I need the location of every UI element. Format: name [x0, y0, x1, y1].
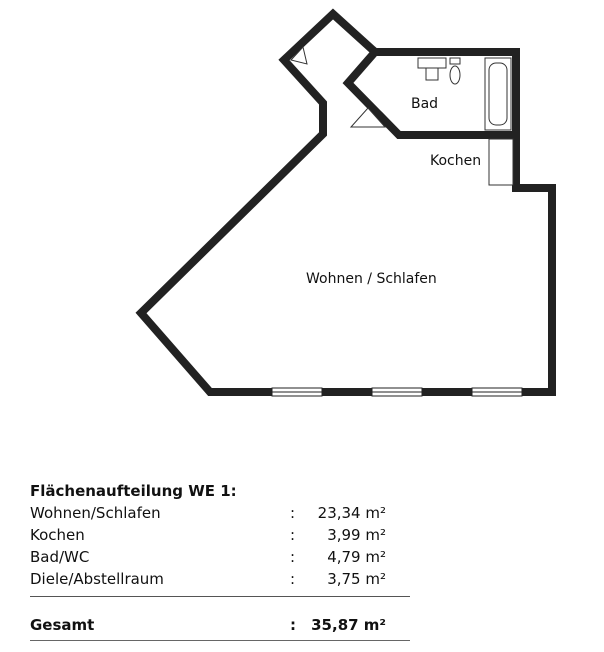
toilet	[450, 66, 460, 84]
room-label-wohnen: Wohnen / Schlafen	[306, 271, 437, 287]
row-name: Kochen	[30, 526, 85, 544]
row-separator: :	[290, 504, 296, 522]
row-name: Wohnen/Schlafen	[30, 504, 161, 522]
room-label-kochen: Kochen	[430, 153, 482, 169]
row-name: Bad/WC	[30, 548, 90, 566]
row-name: Diele/Abstellraum	[30, 570, 164, 588]
row-value: 3,75 m²	[327, 570, 386, 588]
total-row	[30, 614, 410, 636]
room-label-bad: Bad	[411, 96, 439, 112]
total-separator: :	[290, 616, 296, 634]
row-separator: :	[290, 570, 296, 588]
row-separator: :	[290, 548, 296, 566]
kitchen-counter	[489, 139, 513, 185]
row-separator: :	[290, 526, 296, 544]
total-name: Gesamt	[30, 616, 95, 634]
row-value: 3,99 m²	[327, 526, 386, 544]
area-table-title: Flächenaufteilung WE 1:	[30, 482, 237, 500]
total-divider	[30, 596, 410, 597]
total-value: 35,87 m²	[311, 616, 386, 634]
bottom-divider	[30, 640, 410, 641]
row-value: 4,79 m²	[327, 548, 386, 566]
table-row	[30, 502, 410, 524]
table-row	[30, 524, 410, 546]
row-value: 23,34 m²	[317, 504, 386, 522]
table-row	[30, 568, 410, 590]
table-row	[30, 546, 410, 568]
wash-basin	[418, 58, 446, 68]
area-table	[30, 480, 410, 634]
